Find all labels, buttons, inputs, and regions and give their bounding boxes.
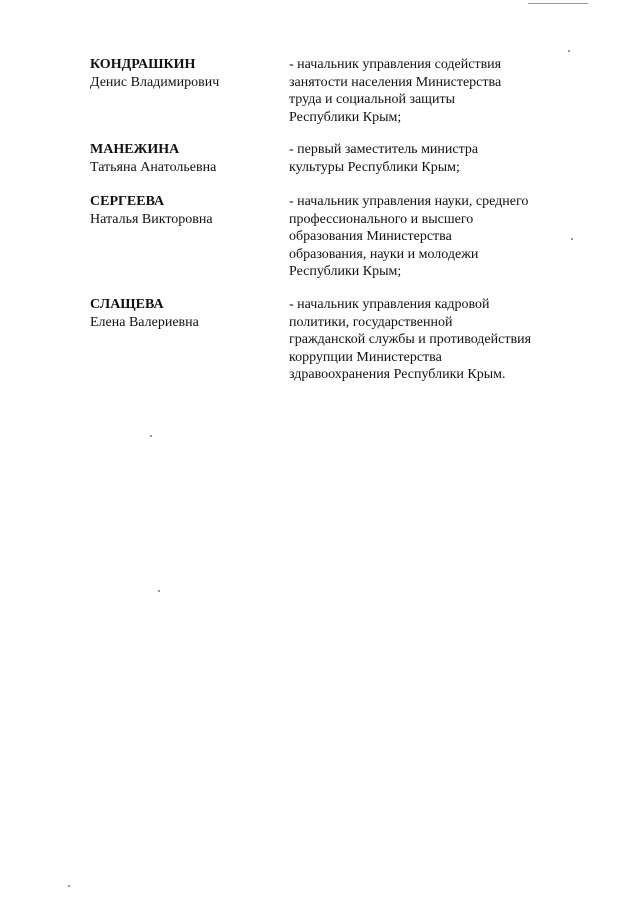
member-given-names: Наталья Викторовна [90,211,213,227]
member-name-block [90,141,280,176]
member-given-names: Елена Валериевна [90,314,199,330]
member-surname: МАНЕЖИНА [90,142,180,157]
header-rule [528,3,588,4]
member-surname: КОНДРАШКИН [90,57,196,72]
position-line: образования, науки и молодежи [289,246,479,262]
position-line: профессионального и высшего [289,211,474,227]
member-position [289,141,589,176]
scan-speck [568,50,570,52]
position-line: культуры Республики Крым; [289,159,460,175]
member-given-names: Денис Владимирович [90,74,220,90]
position-line: - первый заместитель министра [289,142,479,157]
position-line: труда и социальной защиты [289,92,455,107]
position-line: коррупции Министерства [289,349,442,365]
member-name-block [90,193,280,228]
position-line: - начальник управления кадровой [289,297,490,312]
position-line: здравоохранения Республики Крым. [289,367,506,382]
member-position [289,56,589,126]
member-position [289,193,589,281]
position-line: Республики Крым; [289,109,402,125]
position-line: политики, государственной [289,314,453,330]
member-position [289,296,589,384]
position-line: образования Министерства [289,229,452,244]
scan-speck [150,435,152,437]
position-line: гражданской службы и противодействия [289,332,532,347]
position-line: - начальник управления науки, среднего [289,194,529,209]
member-surname: СЕРГЕЕВА [90,194,165,209]
scan-speck [158,590,160,592]
member-name-block [90,296,280,331]
member-given-names: Татьяна Анатольевна [90,159,217,175]
position-line: - начальник управления содействия [289,57,502,72]
member-surname: СЛАЩЕВА [90,297,164,312]
scan-speck [68,885,70,887]
member-name-block [90,56,280,91]
scan-speck [571,238,573,240]
position-line: Республики Крым; [289,264,402,279]
position-line: занятости населения Министерства [289,74,502,90]
